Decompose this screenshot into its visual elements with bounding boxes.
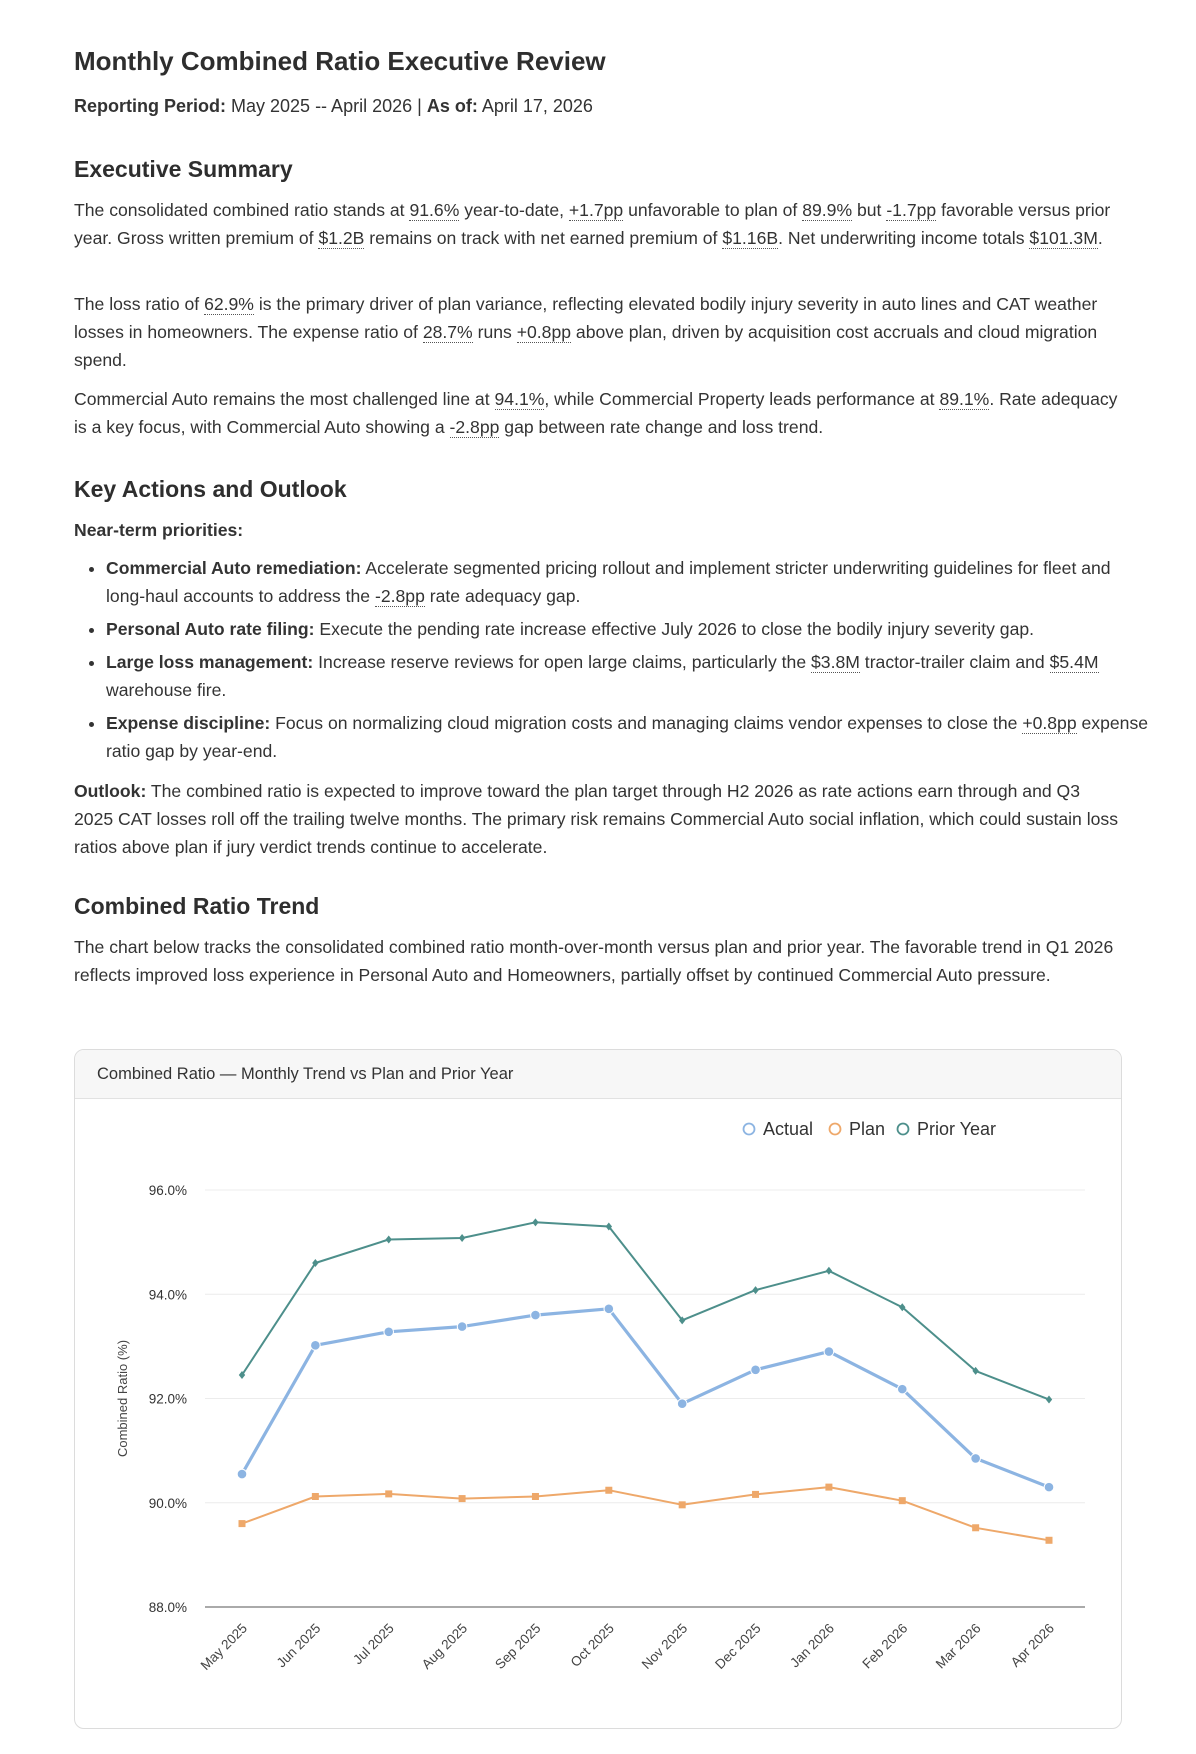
- x-tick-label: Oct 2025: [567, 1620, 617, 1670]
- legend-marker-plan: [830, 1124, 841, 1135]
- period-value: May 2025 -- April 2026: [231, 96, 413, 116]
- x-tick-label: Jul 2025: [350, 1620, 397, 1668]
- x-tick-label: Jun 2025: [273, 1620, 324, 1671]
- near-term-label: Near-term priorities:: [74, 520, 244, 540]
- x-tick-label: Jan 2026: [787, 1620, 838, 1671]
- y-tick-label: 88.0%: [148, 1600, 187, 1615]
- metric-value: -2.8pp: [449, 417, 500, 437]
- report-meta: [74, 96, 593, 117]
- data-point: [825, 1484, 832, 1491]
- list-item: • Large loss management: Increase reserve reviews for open large claims, particularly the $3.8M tractor-trailer claim and $5.4M warehouse fire.: [106, 648, 1152, 704]
- data-point: [532, 1493, 539, 1500]
- chart-card: [74, 1049, 1122, 1729]
- data-point: [457, 1322, 467, 1332]
- series-line-actual: [242, 1309, 1049, 1487]
- data-point: [386, 1236, 392, 1244]
- list-item: • Personal Auto rate filing: Execute the pending rate increase effective July 2026 to close the bodily injury severity gap.: [106, 615, 1152, 643]
- metric-value: -1.7pp: [886, 200, 937, 220]
- x-tick-label: Aug 2025: [418, 1620, 471, 1673]
- data-point: [604, 1304, 614, 1314]
- data-point: [1046, 1537, 1053, 1544]
- y-tick-label: 90.0%: [148, 1495, 187, 1511]
- metric-value: +1.7pp: [568, 200, 624, 220]
- legend-marker-actual: [744, 1124, 755, 1135]
- data-point: [311, 1341, 321, 1351]
- meta-separator: |: [417, 96, 422, 116]
- chart-title: Combined Ratio — Monthly Trend vs Plan and Prior Year: [75, 1050, 1121, 1099]
- summary-paragraph-1: The consolidated combined ratio stands at 91.6% year-to-date, +1.7pp unfavorable to plan of 89.9% but -1.7pp favorable versus prior year. Gross written premium of $1.2B remains on track with net earned premium of $1.16B. Net underwriting income totals $101.3M.: [74, 200, 1111, 248]
- data-point: [459, 1234, 465, 1242]
- asof-label: As of:: [426, 96, 478, 116]
- summary-paragraph-3: Commercial Auto remains the most challenged line at 94.1%, while Commercial Property leads performance at 89.1%. Rate adequacy is a key focus, with Commercial Auto showing a -2.8pp gap between rate change and loss trend.: [74, 389, 1118, 437]
- trend-intro-paragraph: The chart below tracks the consolidated combined ratio month-over-month versus plan and prior year. The favorable trend in Q1 2026 reflects improved loss experience in Personal Auto and Homeowners, partially offset by continued Commercial Auto pressure.: [74, 937, 1114, 985]
- data-point: [605, 1487, 612, 1494]
- data-point: [971, 1454, 981, 1464]
- legend-marker-prior-year: [898, 1124, 909, 1135]
- metric-value: 94.1%: [494, 389, 545, 409]
- outlook-paragraph: Outlook: The combined ratio is expected to improve toward the plan target through H2 2026 as rate actions earn through and Q3 2025 CAT losses roll off the trailing twelve months. The primary risk remains Commercial Auto social inflation, which could sustain loss ratios above plan if jury verdict trends continue to accelerate.: [74, 781, 1119, 857]
- data-point: [239, 1520, 246, 1527]
- metric-value: $3.8M: [811, 652, 860, 672]
- data-point: [237, 1469, 247, 1479]
- y-tick-label: 92.0%: [148, 1391, 187, 1407]
- x-tick-label: Feb 2026: [859, 1620, 911, 1672]
- series-line-prior-year: [242, 1222, 1049, 1399]
- data-point: [752, 1491, 759, 1498]
- x-tick-label: Nov 2025: [638, 1620, 691, 1672]
- metric-value: $1.16B: [722, 228, 779, 248]
- data-point: [532, 1218, 538, 1226]
- metric-value: $1.2B: [318, 228, 365, 248]
- asof-value: April 17, 2026: [481, 96, 593, 116]
- metric-value: 89.9%: [802, 200, 853, 220]
- section-heading-key-actions: Key Actions and Outlook: [74, 476, 347, 502]
- summary-paragraph-2: The loss ratio of 62.9% is the primary driver of plan variance, reflecting elevated bodily injury severity in auto lines and CAT weather losses in homeowners. The expense ratio of 28.7% runs +0.8pp above plan, driven by acquisition cost accruals and cloud migration spend.: [74, 294, 1098, 370]
- data-point: [826, 1267, 832, 1275]
- section-heading-executive-summary: Executive Summary: [74, 156, 293, 182]
- data-point: [459, 1495, 466, 1502]
- action-list: [74, 554, 1152, 770]
- metric-value: 62.9%: [204, 294, 254, 314]
- data-point: [1046, 1396, 1052, 1404]
- y-tick-label: 94.0%: [148, 1287, 187, 1303]
- data-point: [1044, 1482, 1054, 1492]
- data-point: [824, 1347, 834, 1357]
- x-tick-label: May 2025: [197, 1620, 251, 1674]
- data-point: [751, 1365, 761, 1375]
- data-point: [385, 1490, 392, 1497]
- data-point: [677, 1399, 687, 1409]
- x-tick-label: Dec 2025: [712, 1620, 764, 1672]
- y-tick-label: 96.0%: [148, 1183, 187, 1198]
- page-title: Monthly Combined Ratio Executive Review: [74, 46, 606, 76]
- data-point: [752, 1286, 758, 1294]
- metric-value: +0.8pp: [1022, 713, 1077, 733]
- x-tick-label: Mar 2026: [932, 1620, 984, 1672]
- list-item: • Expense discipline: Focus on normalizing cloud migration costs and managing claims vendor expenses to close the +0.8pp expense ratio gap by year-end.: [106, 709, 1152, 765]
- legend-label: Plan: [849, 1119, 886, 1139]
- data-point: [679, 1501, 686, 1508]
- data-point: [531, 1310, 541, 1320]
- legend-label: Prior Year: [917, 1119, 997, 1139]
- metric-value: 28.7%: [422, 322, 473, 342]
- series-line-plan: [242, 1487, 1049, 1540]
- combined-ratio-chart: [75, 1050, 1121, 1728]
- metric-value: $5.4M: [1049, 652, 1099, 672]
- legend-label: Actual: [763, 1119, 814, 1139]
- y-axis-label: Combined Ratio (%): [115, 1339, 130, 1458]
- data-point: [312, 1493, 319, 1500]
- data-point: [899, 1497, 906, 1504]
- section-heading-combined-ratio-trend: Combined Ratio Trend: [74, 893, 320, 919]
- data-point: [972, 1524, 979, 1531]
- list-item: • Commercial Auto remediation: Accelerate segmented pricing rollout and implement stricter underwriting guidelines for fleet and long-haul accounts to address the -2.8pp rate adequacy gap.: [106, 554, 1152, 610]
- metric-value: 91.6%: [409, 200, 460, 220]
- metric-value: -2.8pp: [374, 586, 425, 606]
- x-tick-label: Apr 2026: [1007, 1620, 1058, 1670]
- outlook-label: Outlook:: [74, 781, 147, 801]
- data-point: [897, 1384, 907, 1394]
- x-tick-label: Sep 2025: [492, 1620, 544, 1673]
- data-point: [384, 1327, 394, 1337]
- metric-value: 89.1%: [939, 389, 990, 409]
- metric-value: $101.3M: [1029, 228, 1098, 248]
- metric-value: +0.8pp: [516, 322, 572, 342]
- period-label: Reporting Period:: [74, 96, 226, 116]
